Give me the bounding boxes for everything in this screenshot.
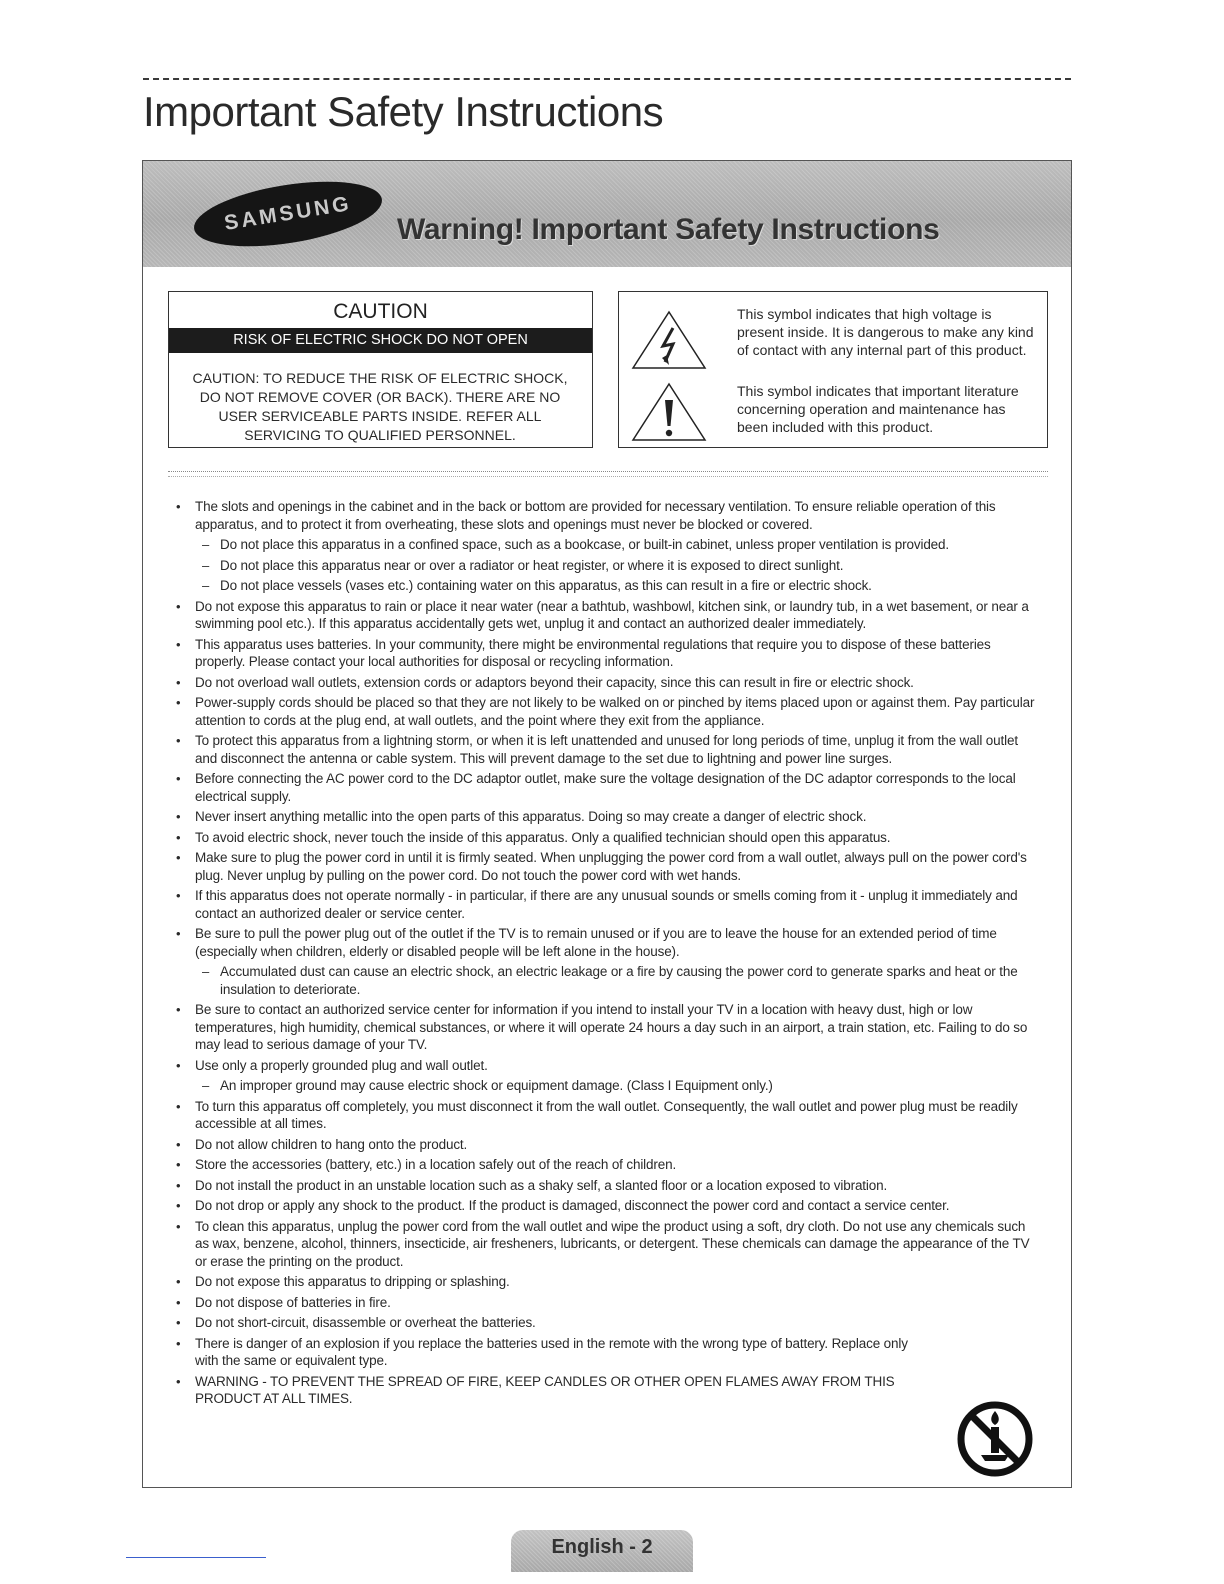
instruction-text: To clean this apparatus, unplug the power cord from the wall outlet and wipe the product using a soft, dry cloth. Do not use any chemicals such as wax, benzene, alcohol, thinners, insecticide, air fresheners, lubricants, or detergent. These chemicals can damage the appearance of the TV or erase the printing on the product. [195, 1218, 1030, 1269]
instruction-text: Power-supply cords should be placed so that they are not likely to be walked on or pinched by items placed upon or against them. Pay particular attention to cords at the plug end, at wall outlets, and the point where they exit from the appliance. [195, 695, 1035, 728]
instruction-item [173, 732, 1039, 767]
instruction-text: To avoid electric shock, never touch the inside of this apparatus. Only a qualified technician should open this apparatus. [195, 829, 891, 845]
instruction-item [173, 1136, 1039, 1154]
instruction-text: Before connecting the AC power cord to the DC adaptor outlet, make sure the voltage designation of the DC adaptor corresponds to the local electrical supply. [195, 771, 1016, 804]
instruction-item [173, 1335, 913, 1370]
symbols-box [618, 291, 1048, 448]
sub-instruction-item: – An improper ground may cause electric shock or equipment damage. (Class I Equipment only.) [195, 1077, 1039, 1095]
instruction-item [173, 1273, 1039, 1291]
instruction-text: To turn this apparatus off completely, you must disconnect it from the wall outlet. Consequently, the wall outlet and power plug must be readily accessible at all times. [195, 1098, 1018, 1131]
instruction-item [173, 694, 1039, 729]
instruction-item [173, 1314, 1039, 1332]
instruction-item [173, 674, 1039, 692]
instruction-item [173, 598, 1039, 633]
instruction-text: Be sure to contact an authorized service center for information if you intend to install your TV in a location with heavy dust, high or low temperatures, high humidity, chemical substances, or where it will operate 24 hours a day such in an airport, a train station, etc. Failing to do so may lead to serious damage of your TV. [195, 1002, 1028, 1052]
instruction-item [173, 808, 1039, 826]
instruction-item [173, 1197, 1039, 1215]
instruction-text: The slots and openings in the cabinet and in the back or bottom are provided for necessary ventilation. To ensure reliable operation of this apparatus, and to protect it from overheating, these slots and openings must never be blocked or covered. [195, 499, 996, 532]
symbol-text-literature: This symbol indicates that important literature concerning operation and maintenance has been included with this product. [737, 383, 1019, 435]
instruction-item [173, 1156, 1039, 1174]
sub-instruction-item: – Do not place vessels (vases etc.) containing water on this apparatus, as this can result in a fire or electric shock. [195, 577, 1039, 595]
instruction-text: Do not allow children to hang onto the product. [195, 1136, 468, 1152]
instruction-item [173, 849, 1039, 884]
top-dashed-rule [143, 78, 1071, 80]
instruction-text: Do not dispose of batteries in fire. [195, 1294, 391, 1310]
instruction-text: Do not install the product in an unstable location such as a shaky self, a slanted floor or a location exposed to vibration. [195, 1177, 888, 1193]
content-frame [142, 160, 1072, 1488]
banner-title: Warning! Important Safety Instructions [397, 213, 940, 246]
exclamation-warning-icon [629, 382, 709, 442]
instruction-item [173, 887, 1039, 922]
instruction-text: Never insert anything metallic into the open parts of this apparatus. Doing so may create a danger of electric shock. [195, 809, 867, 824]
page-title: Important Safety Instructions [143, 88, 664, 135]
symbol-text-voltage: This symbol indicates that high voltage is present inside. It is dangerous to make any kind of contact with any internal part of this product. [737, 306, 1034, 358]
instruction-text: Store the accessories (battery, etc.) in a location safely out of the reach of children. [195, 1157, 677, 1172]
high-voltage-warning-icon [629, 310, 709, 370]
instruction-item [173, 1373, 913, 1408]
sub-instruction-list [195, 1077, 1039, 1095]
instruction-text: Do not short-circuit, disassemble or overheat the batteries. [195, 1315, 536, 1330]
footer-link-underline [126, 1557, 266, 1558]
instruction-text: Use only a properly grounded plug and wall outlet. [195, 1057, 488, 1073]
instruction-text: To protect this apparatus from a lightning storm, or when it is left unattended and unused for long periods of time, unplug it from the wall outlet and disconnect the antenna or cable system. This will prevent damage to the set due to lightning and power line surges. [195, 733, 1018, 766]
samsung-logo [190, 170, 387, 257]
warning-banner [143, 161, 1071, 267]
instruction-item [173, 925, 1039, 998]
instruction-text: Do not drop or apply any shock to the product. If the product is damaged, disconnect the power cord and contact a service center. [195, 1198, 950, 1213]
instruction-item [173, 1218, 1039, 1271]
sub-instruction-list [195, 963, 1039, 998]
instruction-item [173, 1294, 1039, 1312]
instruction-text: WARNING - TO PREVENT THE SPREAD OF FIRE, KEEP CANDLES OR OTHER OPEN FLAMES AWAY FROM THIS PRODUCT AT ALL TIMES. [195, 1373, 895, 1406]
sub-instruction-item: – Accumulated dust can cause an electric shock, an electric leakage or a fire by causing the power cord to generate sparks and heat or the insulation to deteriorate. [195, 963, 1039, 998]
dotted-separator [168, 471, 1048, 477]
instruction-text: Be sure to pull the power plug out of the outlet if the TV is to remain unused or if you are to leave the house for an extended period of time (especially when children, elderly or disabled people will be left alone in the house). [195, 926, 997, 959]
instruction-item [173, 636, 1039, 671]
instruction-text: Make sure to plug the power cord in until it is firmly seated. When unplugging the power cord from a wall outlet, always pull on the power cord's plug. Never unplug by pulling on the power cord. Do not touch the power cord with wet hands. [195, 850, 1027, 883]
caution-box [168, 291, 593, 448]
page-number: English - 2 [551, 1536, 653, 1558]
instruction-text: There is danger of an explosion if you replace the batteries used in the remote with the wrong type of battery. Replace only with the same or equivalent type. [195, 1335, 908, 1368]
instruction-text: Do not expose this apparatus to rain or place it near water (near a bathtub, washbowl, kitchen sink, or laundry tub, in a wet basement, or near a swimming pool etc.). If this apparatus accidentally gets wet, unplug it and contact an authorized dealer immediately. [195, 598, 1029, 631]
caution-text: CAUTION: TO REDUCE THE RISK OF ELECTRIC SHOCK, DO NOT REMOVE COVER (OR BACK). THERE ARE NO USER SERVICEABLE PARTS INSIDE. REFER ALL SERVICING TO QUALIFIED PERSONNEL. [192, 370, 568, 443]
instruction-item [173, 1001, 1039, 1054]
instruction-text: Do not expose this apparatus to dripping or splashing. [195, 1274, 510, 1289]
page-number-tab [511, 1530, 693, 1572]
instruction-item [173, 1177, 1039, 1195]
instruction-text: Do not overload wall outlets, extension cords or adaptors beyond their capacity, since this can result in fire or electric shock. [195, 674, 914, 690]
instruction-item [173, 1098, 1039, 1133]
instruction-item [173, 770, 1039, 805]
no-open-flame-icon [955, 1399, 1035, 1479]
instruction-text: If this apparatus does not operate normally - in particular, if there are any unusual sounds or smells coming from it - unplug it immediately and contact an authorized dealer or service center. [195, 888, 1018, 921]
safety-instructions-list [173, 498, 1039, 1411]
instruction-item [173, 498, 1039, 595]
caution-bar: RISK OF ELECTRIC SHOCK DO NOT OPEN [169, 328, 592, 353]
logo-text: SAMSUNG [222, 192, 354, 235]
sub-instruction-list [195, 536, 1039, 595]
instruction-item [173, 1057, 1039, 1095]
instruction-item [173, 829, 1039, 847]
caution-title: CAUTION [333, 300, 428, 323]
sub-instruction-item: – Do not place this apparatus in a confined space, such as a bookcase, or built-in cabinet, unless proper ventilation is provided. [195, 536, 1039, 554]
sub-instruction-item: – Do not place this apparatus near or over a radiator or heat register, or where it is exposed to direct sunlight. [195, 557, 1039, 575]
instruction-text: This apparatus uses batteries. In your community, there might be environmental regulations that require you to dispose of these batteries properly. Please contact your local authorities for disposal or recycling information. [195, 636, 991, 669]
